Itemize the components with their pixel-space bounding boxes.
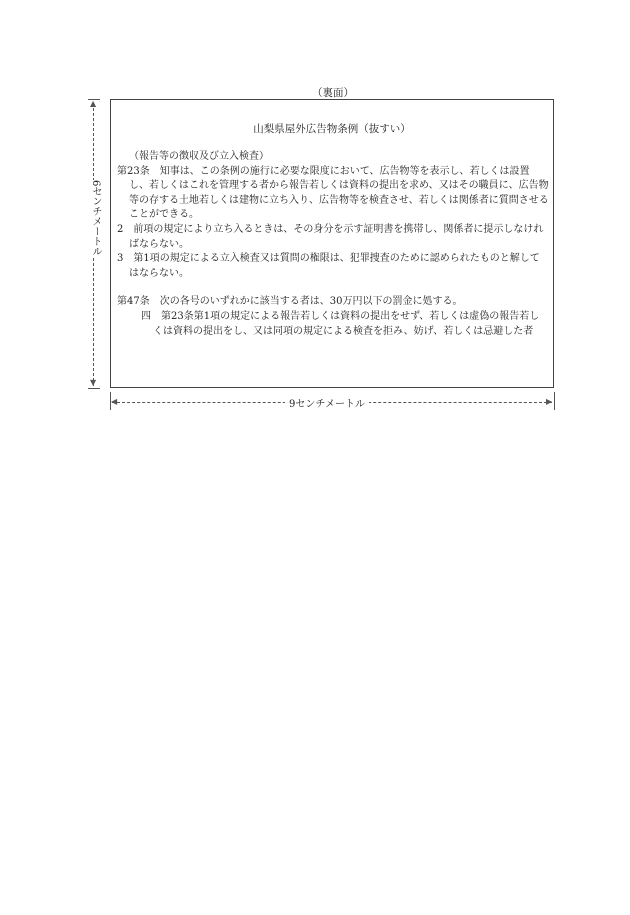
- width-dimension-label: 9センチメートル: [285, 395, 369, 410]
- article-47-main: 第47条 次の各号のいずれかに該当する者は、30万円以下の罰金に処する。: [117, 296, 463, 308]
- width-dimension-right-tick: [554, 392, 555, 410]
- height-dimension-label: 6センチメートル: [85, 180, 101, 256]
- article-23-para-3: 3 第1項の規定による立入検査又は質問の権限は、犯罪捜査のために認められたものと解してはならない。: [117, 253, 540, 279]
- arrow-up-icon: ▲: [90, 99, 97, 108]
- article-23-para-2: 2 前項の規定により立ち入るときは、その身分を示す証明書を携帯し、関係者に提示しなければならない。: [117, 223, 544, 250]
- section-heading: （報告等の徴収及び立入検査）: [129, 151, 269, 162]
- document-body: [117, 150, 549, 339]
- arrow-left-icon: ◀: [111, 397, 118, 406]
- arrow-down-icon: ▼: [90, 378, 97, 387]
- document-frame: [110, 99, 554, 388]
- document-title: 山梨県屋外広告物条例（抜すい）: [253, 123, 411, 135]
- height-dimension-bottom-tick: [88, 388, 100, 389]
- side-label: （裏面）: [312, 87, 354, 99]
- article-23-main: 第23条 知事は、この条例の施行に必要な限度において、広告物等を表示し、若しくは設置し、若しくはこれを管理する者から報告若しくは資料の提出を求め、又はその職員に、広告物等の存する土地若しくは建物に立ち入り、広告物等を検査させ、若しくは関係者に質問させることができる。: [117, 165, 549, 221]
- article-47-item-4: 四 第23条第1項の規定による報告若しくは資料の提出をせず、若しくは虚偽の報告若しくは資料の提出をし、又は同項の規定による検査を拒み、妨げ、若しくは忌避した者: [141, 310, 540, 337]
- arrow-right-icon: ▶: [546, 397, 553, 406]
